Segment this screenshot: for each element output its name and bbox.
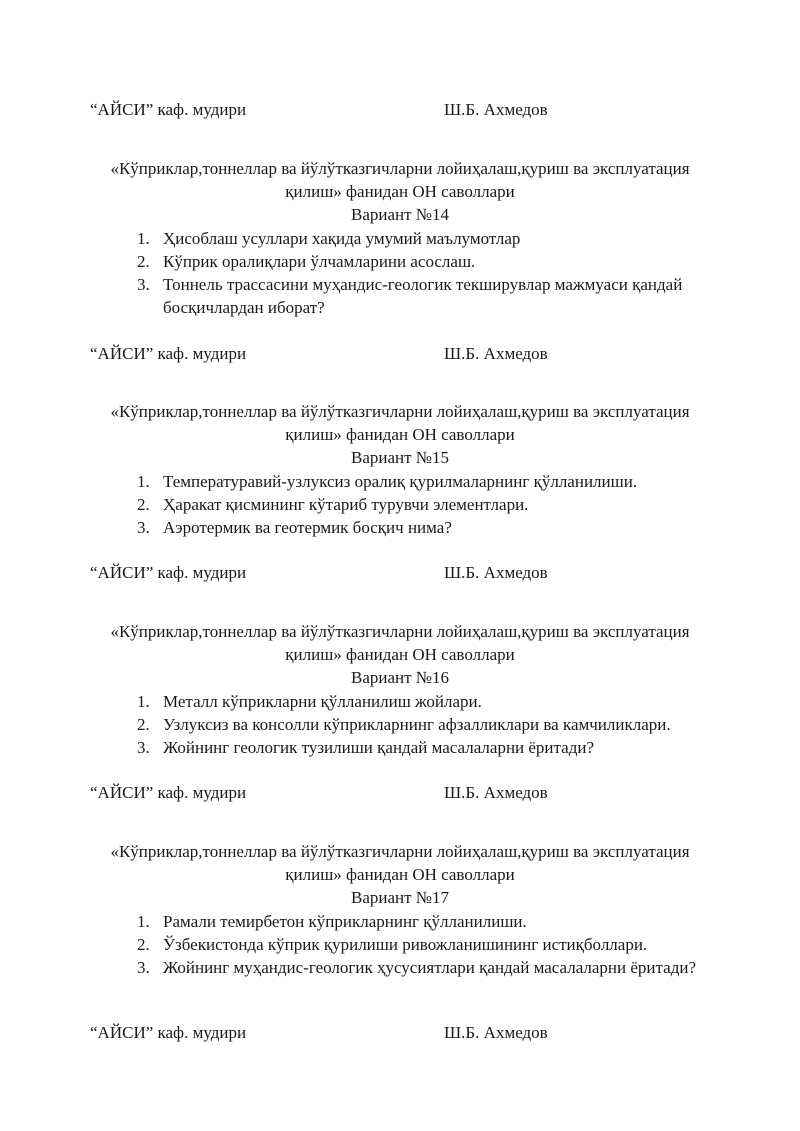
department-head-role: “АЙСИ” каф. мудири (90, 783, 247, 802)
list-item (0, 690, 800, 713)
variant-label: Вариант №16 (350, 668, 450, 687)
question-list (0, 690, 800, 759)
title-line-2: қилиш» фанидан ОН саволлари (285, 425, 515, 444)
signature-line (0, 783, 800, 807)
item-number: 2. (137, 252, 150, 271)
question-text: Жойнинг геологик тузилиши қандай масалаларни ёритади? (163, 738, 595, 757)
question-text: Аэротермик ва геотермик босқич нима? (163, 518, 452, 537)
variant-block (0, 400, 800, 539)
question-list (0, 470, 800, 539)
question-text: Металл кўприкларни қўлланилиш жойлари. (163, 692, 482, 711)
section-title (0, 840, 800, 886)
title-line-2: қилиш» фанидан ОН саволлари (285, 865, 515, 884)
item-number: 1. (137, 692, 150, 711)
variant-label: Вариант №17 (350, 888, 450, 907)
question-text: Ҳисоблаш усуллари хақида умумий маълумотлар (163, 229, 521, 248)
head-name: Ш.Б. Ахмедов (444, 563, 548, 582)
item-number: 3. (137, 958, 150, 977)
question-text: Жойнинг муҳандис-геологик ҳусусиятлари қандай масалаларни ёритади? (163, 958, 696, 977)
title-line-1: «Кўприклар,тоннеллар ва йўлўтказгичларни лойиҳалаш,қуриш ва эксплуатация (110, 842, 690, 861)
item-number: 3. (137, 738, 150, 757)
variant-block (0, 840, 800, 979)
list-item (0, 273, 800, 319)
question-list (0, 227, 800, 319)
signature-line (0, 1023, 800, 1047)
variant-label: Вариант №15 (350, 448, 450, 467)
list-item (0, 736, 800, 759)
signature-line (0, 563, 800, 587)
variant-label: Вариант №14 (350, 205, 450, 224)
department-head-role: “АЙСИ” каф. мудири (90, 100, 247, 119)
department-head-role: “АЙСИ” каф. мудири (90, 563, 247, 582)
signature-line (0, 100, 800, 124)
signature-line (0, 344, 800, 368)
section-title (0, 157, 800, 203)
list-item (0, 227, 800, 250)
head-name: Ш.Б. Ахмедов (444, 783, 548, 802)
item-number: 1. (137, 472, 150, 491)
list-item (0, 956, 800, 979)
title-line-1: «Кўприклар,тоннеллар ва йўлўтказгичларни лойиҳалаш,қуриш ва эксплуатация (110, 402, 690, 421)
section-title (0, 400, 800, 446)
list-item (0, 933, 800, 956)
variant-block (0, 620, 800, 759)
title-line-2: қилиш» фанидан ОН саволлари (285, 182, 515, 201)
head-name: Ш.Б. Ахмедов (444, 1023, 548, 1042)
question-list (0, 910, 800, 979)
title-line-1: «Кўприклар,тоннеллар ва йўлўтказгичларни лойиҳалаш,қуриш ва эксплуатация (110, 159, 690, 178)
list-item (0, 516, 800, 539)
question-text: Ўзбекистонда кўприк қурилиши ривожланишининг истиқболлари. (163, 935, 648, 954)
question-text: Рамали темирбетон кўприкларнинг қўлланилиши. (163, 912, 527, 931)
list-item (0, 493, 800, 516)
question-text: Кўприк оралиқлари ўлчамларини асослаш. (163, 252, 476, 271)
department-head-role: “АЙСИ” каф. мудири (90, 344, 247, 363)
title-line-2: қилиш» фанидан ОН саволлари (285, 645, 515, 664)
item-number: 2. (137, 935, 150, 954)
question-text: Ҳаракат қисмининг кўтариб турувчи элементлари. (163, 495, 529, 514)
list-item (0, 713, 800, 736)
question-text: Температуравий-узлуксиз оралиқ қурилмаларнинг қўлланилиши. (163, 472, 638, 491)
title-line-1: «Кўприклар,тоннеллар ва йўлўтказгичларни лойиҳалаш,қуриш ва эксплуатация (110, 622, 690, 641)
list-item (0, 910, 800, 933)
question-text: Узлуксиз ва консолли кўприкларнинг афзалликлари ва камчиликлари. (163, 715, 671, 734)
variant-block (0, 157, 800, 319)
head-name: Ш.Б. Ахмедов (444, 100, 548, 119)
item-number: 2. (137, 715, 150, 734)
head-name: Ш.Б. Ахмедов (444, 344, 548, 363)
question-text: Тоннель трассасини муҳандис-геологик текширувлар мажмуаси қандай босқичлардан иборат? (163, 275, 683, 317)
item-number: 1. (137, 912, 150, 931)
item-number: 3. (137, 518, 150, 537)
list-item (0, 250, 800, 273)
item-number: 3. (137, 275, 150, 294)
item-number: 2. (137, 495, 150, 514)
section-title (0, 620, 800, 666)
item-number: 1. (137, 229, 150, 248)
list-item (0, 470, 800, 493)
department-head-role: “АЙСИ” каф. мудири (90, 1023, 247, 1042)
